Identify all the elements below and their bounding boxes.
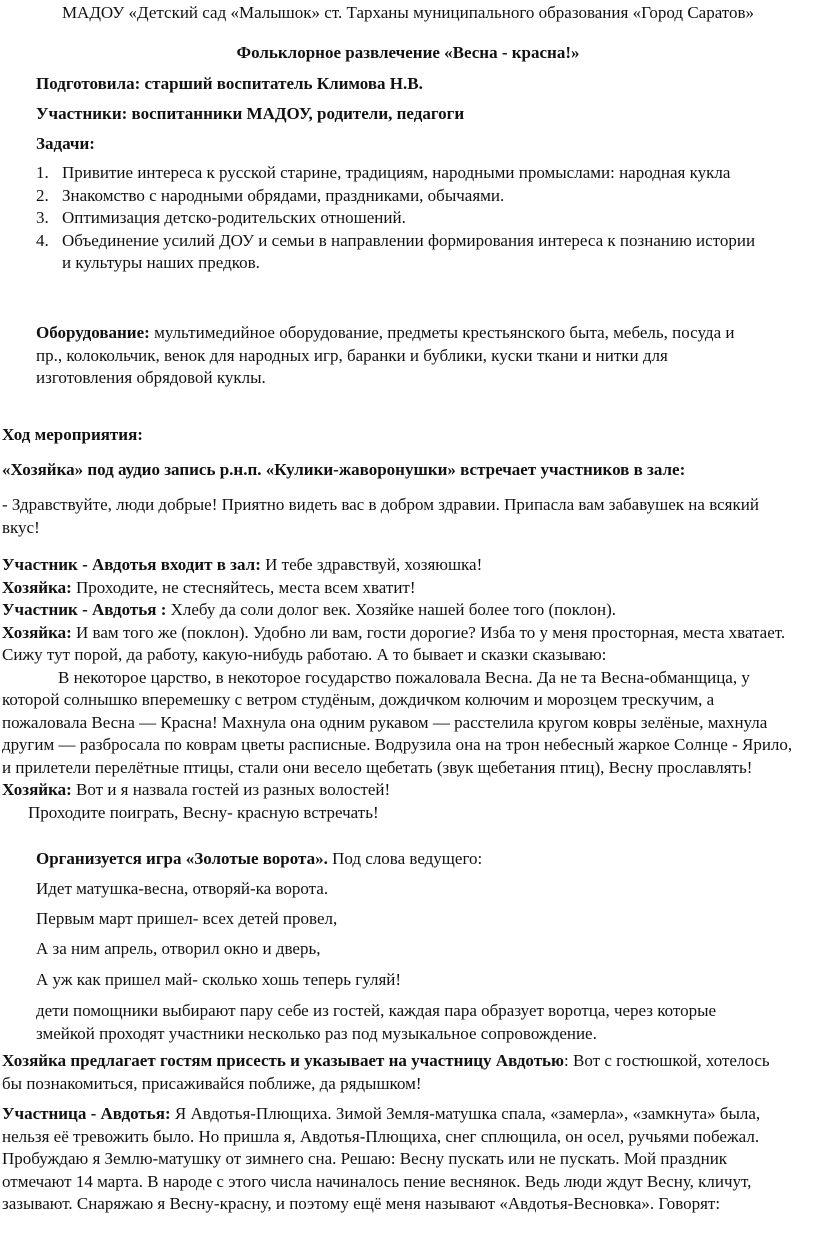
institution-header: МАДОУ «Детский сад «Малышок» ст. Тарханы муниципального образования «Город Саратов»: [61, 3, 755, 22]
list-item: 4. Объединение усилий ДОУ и семьи в направлении формирования интереса к познанию истории и культуры наших предков.: [36, 230, 756, 272]
tale-paragraph: В некоторое царство, в некоторое государство пожаловала Весна. Да не та Весна-обманщица, у которой солнышко вперемешку с ветром студёным, дождичком колючим и морозцем трескучим, а пожаловала Весна — Красна! Махнула она одним рукавом — расстелила кругом ковры зелёные, махнула другим — разбросала по коврам цветы расписные. Водрузила она на трон небесный жаркое Солнце - Ярило, и прилетели перелётные птицы, стали они весело щебетать (звук щебетания птиц), Весну прославлять!: [2, 667, 793, 777]
dialogue-line: Хозяйка: Вот и я назвала гостей из разных волостей!: [2, 780, 391, 799]
game-label: Организуется игра «Золотые ворота».: [36, 849, 328, 868]
list-item: 3. Оптимизация детско-родительских отношений.: [36, 208, 406, 227]
dialogue-line: Участник - Авдотья : Хлебу да соли долог век. Хозяйке нашей более того (поклон).: [2, 600, 617, 619]
participants: Участники: воспитанники МАДОУ, родители, педагоги: [36, 104, 465, 123]
document-title: Фольклорное развлечение «Весна - красна!»: [236, 43, 580, 62]
equipment-label: Оборудование:: [36, 323, 150, 342]
tasks-heading: Задачи:: [36, 134, 95, 153]
prepared-by: Подготовила: старший воспитатель Климова Н.В.: [36, 74, 423, 93]
dialogue-line: Проходите поиграть, Весну- красную встречать!: [28, 802, 379, 822]
game-intro: Организуется игра «Золотые ворота». Под слова ведущего:: [36, 849, 483, 868]
dialogue-block: [2, 554, 802, 824]
host-invite-paragraph: Хозяйка предлагает гостям присесть и указывает на участницу Авдотью: Вот с гостюшкой, хотелось бы познакомиться, присаживайся поближе, да рядышком!: [2, 1051, 770, 1093]
greeting-paragraph: - Здравствуйте, люди добрые! Приятно видеть вас в добром здравии. Припасла вам забавушек на всякий вкус!: [2, 495, 759, 537]
course-intro: «Хозяйка» под аудио запись р.н.п. «Кулики-жаворонушки» встречает участников в зале:: [2, 460, 686, 479]
tasks-list: [36, 162, 756, 275]
list-item: 1. Привитие интереса к русской старине, традициям, народными промыслами: народная кукла: [36, 163, 731, 182]
game-description: дети помощники выбирают пару себе из гостей, каждая пара образует воротца, через которые змейкой проходят участники несколько раз под музыкальное сопровождение.: [36, 1001, 717, 1043]
list-item: 2. Знакомство с народными обрядами, праздниками, обычаями.: [36, 185, 505, 205]
verse-line: Первым март пришел- всех детей провел,: [36, 909, 338, 928]
avdotya-paragraph: Участница - Авдотья: Я Авдотья-Плющиха. Зимой Земля-матушка спала, «замерла», «замкнута» была, нельзя её тревожить было. Но пришла я, Авдотья-Плющиха, снег сплющила, он осел, ручьями побежал. Пробуждаю я Землю-матушку от зимнего сна. Решаю: Весну пускать или не пускать. Мой праздник отмечают 14 марта. В народе с этого числа начиналось пение веснянок. Ведь люди ждут Весну, кличут, зазывают. Снаряжаю я Весну-красну, и поэтому ещё меня называют «Авдотья-Весновка». Говорят:: [2, 1104, 761, 1213]
verse-line: А за ним апрель, отворил окно и дверь,: [36, 939, 321, 958]
course-heading: Ход мероприятия:: [2, 425, 143, 444]
dialogue-line: Участник - Авдотья входит в зал: И тебе здравствуй, хозяюшка!: [2, 555, 483, 574]
equipment-paragraph: Оборудование: мультимедийное оборудование, предметы крестьянского быта, мебель, посуда и пр., колокольчик, венок для народных игр, баранки и бублики, куски ткани и нитки для изготовления обрядовой куклы.: [36, 323, 735, 387]
dialogue-line: Хозяйка: И вам того же (поклон). Удобно ли вам, гости дорогие? Изба то у меня просторная, места хватает. Сижу тут порой, да работу, какую-нибудь работаю. А то бывает и сказки сказываю:: [2, 622, 786, 664]
verse-line: А уж как пришел май- сколько хошь теперь гуляй!: [36, 970, 402, 989]
verse-line: Идет матушка-весна, отворяй-ка ворота.: [36, 879, 329, 898]
dialogue-line: Хозяйка: Проходите, не стесняйтесь, места всем хватит!: [2, 577, 416, 597]
